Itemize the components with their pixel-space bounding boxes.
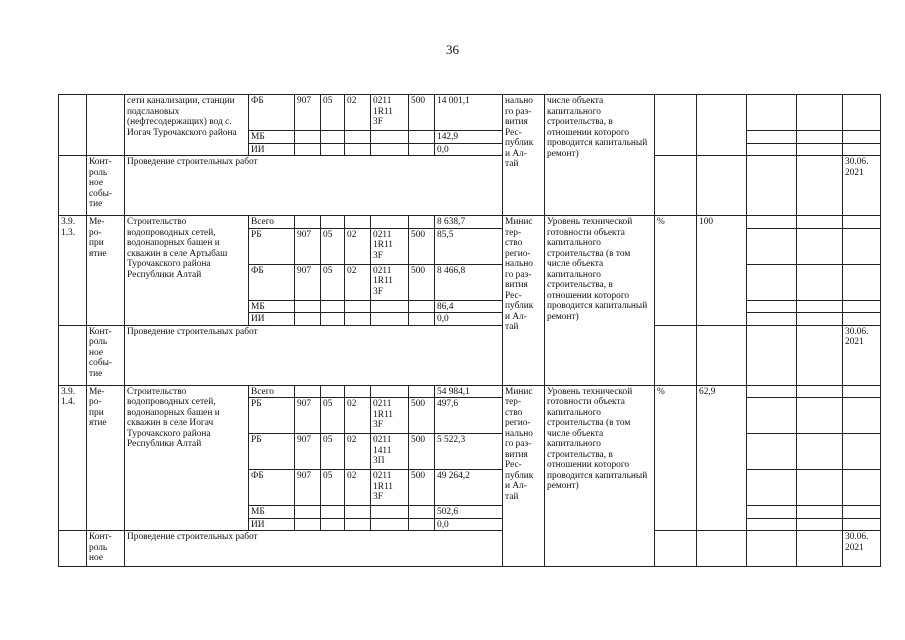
subsection-code — [345, 131, 371, 144]
control-event-row — [59, 325, 881, 385]
empty-cell — [321, 216, 345, 229]
expense-type-code — [409, 131, 435, 144]
table-row — [59, 216, 881, 229]
empty-cell — [747, 313, 797, 326]
control-event-label: Конт- роль ное — [87, 531, 125, 567]
grbs-code — [295, 131, 321, 144]
empty-cell — [797, 506, 843, 519]
page-number: 36 — [446, 42, 459, 57]
empty-cell — [843, 143, 881, 156]
amount: 0,0 — [435, 313, 503, 326]
section-code: 05 — [321, 95, 345, 131]
empty-cell — [345, 216, 371, 229]
unit — [655, 95, 697, 156]
control-start-date: 30.06. 2021 — [843, 531, 881, 567]
amount: 5 522,3 — [435, 434, 503, 470]
grbs-code — [295, 300, 321, 313]
amount: 86,4 — [435, 300, 503, 313]
empty-cell — [409, 385, 435, 398]
target-article-code: 0211 1R11 3F — [371, 95, 409, 131]
empty-cell — [797, 143, 843, 156]
expense-type-code: 500 — [409, 470, 435, 506]
amount: 142,9 — [435, 131, 503, 144]
target-article-code — [371, 518, 409, 531]
amount: 0,0 — [435, 518, 503, 531]
empty-cell — [797, 385, 843, 398]
target-article-code — [371, 143, 409, 156]
source-code: МБ — [249, 300, 295, 313]
amount: 497,6 — [435, 398, 503, 434]
amount: 85,5 — [435, 228, 503, 264]
subsection-code: 02 — [345, 434, 371, 470]
source-code: ИИ — [249, 518, 295, 531]
grbs-code: 907 — [295, 264, 321, 300]
empty-cell — [747, 385, 797, 398]
section-code — [321, 131, 345, 144]
control-event-text: Проведение строительных работ — [125, 531, 503, 567]
source-code: РБ — [249, 434, 295, 470]
unit: % — [655, 216, 697, 326]
empty-cell — [843, 131, 881, 144]
empty-cell — [797, 470, 843, 506]
grbs-code — [295, 506, 321, 519]
empty-cell — [747, 434, 797, 470]
empty-cell — [655, 531, 697, 567]
empty-cell — [797, 434, 843, 470]
empty-cell — [797, 313, 843, 326]
source-code: МБ — [249, 131, 295, 144]
empty-cell — [59, 325, 87, 385]
grbs-code — [295, 143, 321, 156]
empty-cell — [747, 325, 797, 385]
control-event-label: Конт- роль ное собы- тие — [87, 156, 125, 216]
subsection-code — [345, 313, 371, 326]
grbs-code: 907 — [295, 95, 321, 131]
empty-cell — [843, 228, 881, 264]
control-event-text: Проведение строительных работ — [125, 325, 503, 385]
item-type: Ме- ро- при ятие — [87, 216, 125, 326]
empty-cell — [747, 216, 797, 229]
source-code: ИИ — [249, 143, 295, 156]
empty-cell — [843, 518, 881, 531]
source-total-label: Всего — [249, 216, 295, 229]
empty-cell — [371, 216, 409, 229]
indicator: Уровень технической готовности объекта капитального строительства (в том числе объекта капитального строительства, в отношении которого проводится капитальный ремонт) — [545, 385, 655, 567]
empty-cell — [843, 95, 881, 131]
unit: % — [655, 385, 697, 531]
empty-cell — [747, 506, 797, 519]
control-event-row — [59, 156, 881, 216]
empty-cell — [843, 398, 881, 434]
item-type — [87, 95, 125, 156]
control-event-label: Конт- роль ное собы- тие — [87, 325, 125, 385]
value — [697, 95, 747, 156]
target-article-code: 0211 1R11 3F — [371, 398, 409, 434]
item-type: Ме- ро- при ятие — [87, 385, 125, 531]
amount: 0,0 — [435, 143, 503, 156]
source-code: ФБ — [249, 470, 295, 506]
empty-cell — [747, 228, 797, 264]
empty-cell — [747, 518, 797, 531]
value: 100 — [697, 216, 747, 326]
empty-cell — [797, 228, 843, 264]
expense-type-code: 500 — [409, 95, 435, 131]
amount: 502,6 — [435, 506, 503, 519]
control-event-row — [59, 531, 881, 567]
empty-cell — [797, 531, 843, 567]
empty-cell — [697, 531, 747, 567]
section-code: 05 — [321, 228, 345, 264]
empty-cell — [797, 398, 843, 434]
empty-cell — [295, 216, 321, 229]
empty-cell — [409, 216, 435, 229]
empty-cell — [747, 95, 797, 131]
expense-type-code: 500 — [409, 398, 435, 434]
section-code — [321, 506, 345, 519]
subsection-code: 02 — [345, 264, 371, 300]
empty-cell — [747, 131, 797, 144]
item-number — [59, 95, 87, 156]
amount: 8 466,8 — [435, 264, 503, 300]
source-code: ФБ — [249, 264, 295, 300]
empty-cell — [843, 300, 881, 313]
section-code — [321, 143, 345, 156]
target-article-code — [371, 300, 409, 313]
empty-cell — [797, 156, 843, 216]
grbs-code: 907 — [295, 398, 321, 434]
empty-cell — [747, 264, 797, 300]
section-code — [321, 313, 345, 326]
empty-cell — [797, 95, 843, 131]
control-start-date: 30.06. 2021 — [843, 325, 881, 385]
item-name: Строительство водопроводных сетей, водонапорных башен и скважин в селе Артыбаш Турочакского района Республики Алтай — [125, 216, 249, 326]
item-number: 3.9. 1.3. — [59, 216, 87, 326]
empty-cell — [345, 385, 371, 398]
empty-cell — [797, 325, 843, 385]
item-name: Строительство водопроводных сетей, водонапорных башен и скважин в селе Иогач Турочакского района Республики Алтай — [125, 385, 249, 531]
expense-type-code — [409, 506, 435, 519]
control-event-text: Проведение строительных работ — [125, 156, 503, 216]
subsection-code — [345, 143, 371, 156]
subsection-code: 02 — [345, 398, 371, 434]
section-code — [321, 518, 345, 531]
empty-cell — [843, 470, 881, 506]
empty-cell — [797, 300, 843, 313]
expense-type-code — [409, 313, 435, 326]
indicator: числе объекта капитального строительства, в отношении которого проводится капитальный ремонт) — [545, 95, 655, 216]
section-code: 05 — [321, 264, 345, 300]
empty-cell — [843, 434, 881, 470]
source-code: РБ — [249, 228, 295, 264]
table-row — [59, 385, 881, 398]
source-code: ИИ — [249, 313, 295, 326]
table-row — [59, 95, 881, 131]
executor: нально го раз- вития Рес- публик и Ал- тай — [503, 95, 545, 216]
subsection-code: 02 — [345, 470, 371, 506]
empty-cell — [295, 385, 321, 398]
subsection-code: 02 — [345, 95, 371, 131]
empty-cell — [59, 156, 87, 216]
empty-cell — [697, 156, 747, 216]
empty-cell — [843, 216, 881, 229]
empty-cell — [843, 385, 881, 398]
target-article-code: 0211 1R11 3F — [371, 264, 409, 300]
table-body — [59, 95, 881, 567]
empty-cell — [843, 264, 881, 300]
empty-cell — [747, 531, 797, 567]
amount: 49 264,2 — [435, 470, 503, 506]
expense-type-code: 500 — [409, 264, 435, 300]
total-amount: 8 638,7 — [435, 216, 503, 229]
item-name: сети канализации, станции подслановых (нефтесодержащих) вод с. Иогач Турочакского района — [125, 95, 249, 156]
empty-cell — [797, 518, 843, 531]
section-code: 05 — [321, 470, 345, 506]
grbs-code — [295, 518, 321, 531]
empty-cell — [747, 398, 797, 434]
empty-cell — [655, 325, 697, 385]
section-code: 05 — [321, 434, 345, 470]
empty-cell — [797, 131, 843, 144]
grbs-code: 907 — [295, 228, 321, 264]
expense-type-code — [409, 143, 435, 156]
empty-cell — [747, 156, 797, 216]
total-amount: 54 984,1 — [435, 385, 503, 398]
source-code: МБ — [249, 506, 295, 519]
empty-cell — [747, 300, 797, 313]
subsection-code: 02 — [345, 228, 371, 264]
subsection-code — [345, 506, 371, 519]
executor: Минис тер- ство регио- нально го раз- вития Рес- публик и Ал- тай — [503, 216, 545, 386]
empty-cell — [655, 156, 697, 216]
target-article-code — [371, 131, 409, 144]
source-code: ФБ — [249, 95, 295, 131]
grbs-code — [295, 313, 321, 326]
expense-type-code: 500 — [409, 434, 435, 470]
target-article-code: 0211 1411 3П — [371, 434, 409, 470]
target-article-code — [371, 313, 409, 326]
executor: Минис тер- ство регио- нально го раз- вития Рес- публик и Ал- тай — [503, 385, 545, 567]
amount: 14 001,1 — [435, 95, 503, 131]
empty-cell — [321, 385, 345, 398]
target-article-code: 0211 1R11 3F — [371, 228, 409, 264]
expense-type-code — [409, 300, 435, 313]
expense-type-code: 500 — [409, 228, 435, 264]
value: 62,9 — [697, 385, 747, 531]
target-article-code — [371, 506, 409, 519]
empty-cell — [843, 506, 881, 519]
grbs-code: 907 — [295, 434, 321, 470]
budget-table — [58, 94, 881, 567]
source-code: РБ — [249, 398, 295, 434]
source-total-label: Всего — [249, 385, 295, 398]
section-code — [321, 300, 345, 313]
subsection-code — [345, 518, 371, 531]
grbs-code: 907 — [295, 470, 321, 506]
empty-cell — [747, 470, 797, 506]
indicator: Уровень технической готовности объекта капитального строительства (в том числе объекта капитального строительства, в отношении которого проводится капитальный ремонт) — [545, 216, 655, 386]
empty-cell — [797, 216, 843, 229]
subsection-code — [345, 300, 371, 313]
empty-cell — [747, 143, 797, 156]
section-code: 05 — [321, 398, 345, 434]
target-article-code: 0211 1R11 3F — [371, 470, 409, 506]
item-number: 3.9. 1.4. — [59, 385, 87, 531]
empty-cell — [371, 385, 409, 398]
control-start-date: 30.06. 2021 — [843, 156, 881, 216]
empty-cell — [843, 313, 881, 326]
empty-cell — [797, 264, 843, 300]
expense-type-code — [409, 518, 435, 531]
empty-cell — [59, 531, 87, 567]
empty-cell — [697, 325, 747, 385]
